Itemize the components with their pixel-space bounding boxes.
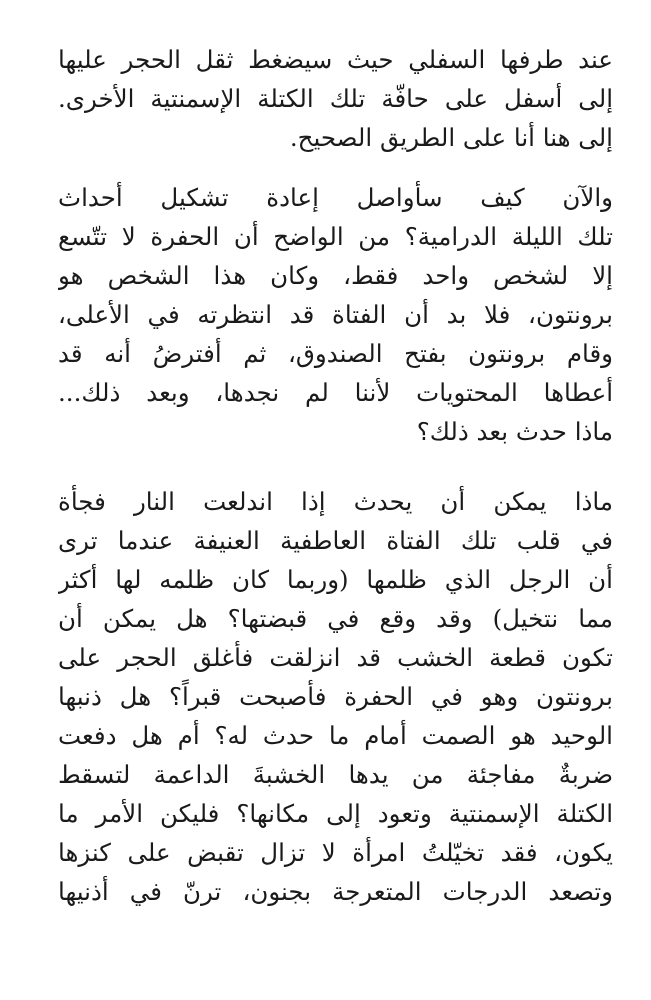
text-line: إلى هنا أنا على الطريق الصحيح. <box>289 123 613 152</box>
text-line: تلك الليلة الدرامية؟ من الواضح أن الحفرة لا تتّسع <box>58 222 613 251</box>
text-line: ماذا يمكن أن يحدث إذا اندلعت النار فجأة <box>58 487 613 516</box>
text-line: الوحيد هو الصمت أمام ما حدث له؟ أم هل دفعت <box>58 721 613 750</box>
text-line: الكتلة الإسمنتية وتعود إلى مكانها؟ فليكن الأمر ما <box>58 799 613 828</box>
text-line: ضربةٌ مفاجئة من يدها الخشبةَ الداعمة لتسقط <box>58 760 613 789</box>
text-line: عند طرفها السفلي حيث سيضغط ثقل الحجر عليها <box>58 45 613 74</box>
text-line: مما نتخيل) وقد وقع في قبضتها؟ هل يمكن أن <box>58 604 613 633</box>
paragraph-spacer <box>58 451 613 482</box>
text-line: تكون قطعة الخشب قد انزلقت فأغلق الحجر على <box>58 643 613 672</box>
paragraph-1 <box>58 40 613 157</box>
text-line: أن الرجل الذي ظلمها (وربما كان ظلمه لها أكثر <box>58 565 613 594</box>
text-line: برونتون وهو في الحفرة فأصبحت قبراً؟ هل ذنبها <box>58 682 613 711</box>
text-line: في قلب تلك الفتاة العاطفية العنيفة عندما ترى <box>58 526 613 555</box>
text-line: والآن كيف سأواصل إعادة تشكيل أحداث <box>58 183 613 212</box>
text-line: أعطاها المحتويات لأننا لم نجدها، وبعد ذلك... <box>58 378 613 407</box>
paragraph-2 <box>58 178 613 451</box>
text-line: ماذا حدث بعد ذلك؟ <box>416 417 613 446</box>
text-line: يكون، فقد تخيّلتُ امرأة لا تزال تقبض على كنزها <box>58 838 613 867</box>
paragraph-spacer <box>58 157 613 178</box>
book-page <box>58 40 613 911</box>
text-line: وتصعد الدرجات المتعرجة بجنون، ترنّ في أذنيها <box>58 877 613 906</box>
text-line: إلا لشخص واحد فقط، وكان هذا الشخص هو <box>58 261 613 290</box>
text-line: إلى أسفل على حافّة تلك الكتلة الإسمنتية الأخرى. <box>58 84 613 113</box>
text-line: وقام برونتون بفتح الصندوق، ثم أفترضُ أنه قد <box>58 339 613 368</box>
text-line: برونتون، فلا بد أن الفتاة قد انتظرته في الأعلى، <box>58 300 613 329</box>
paragraph-3 <box>58 482 613 911</box>
